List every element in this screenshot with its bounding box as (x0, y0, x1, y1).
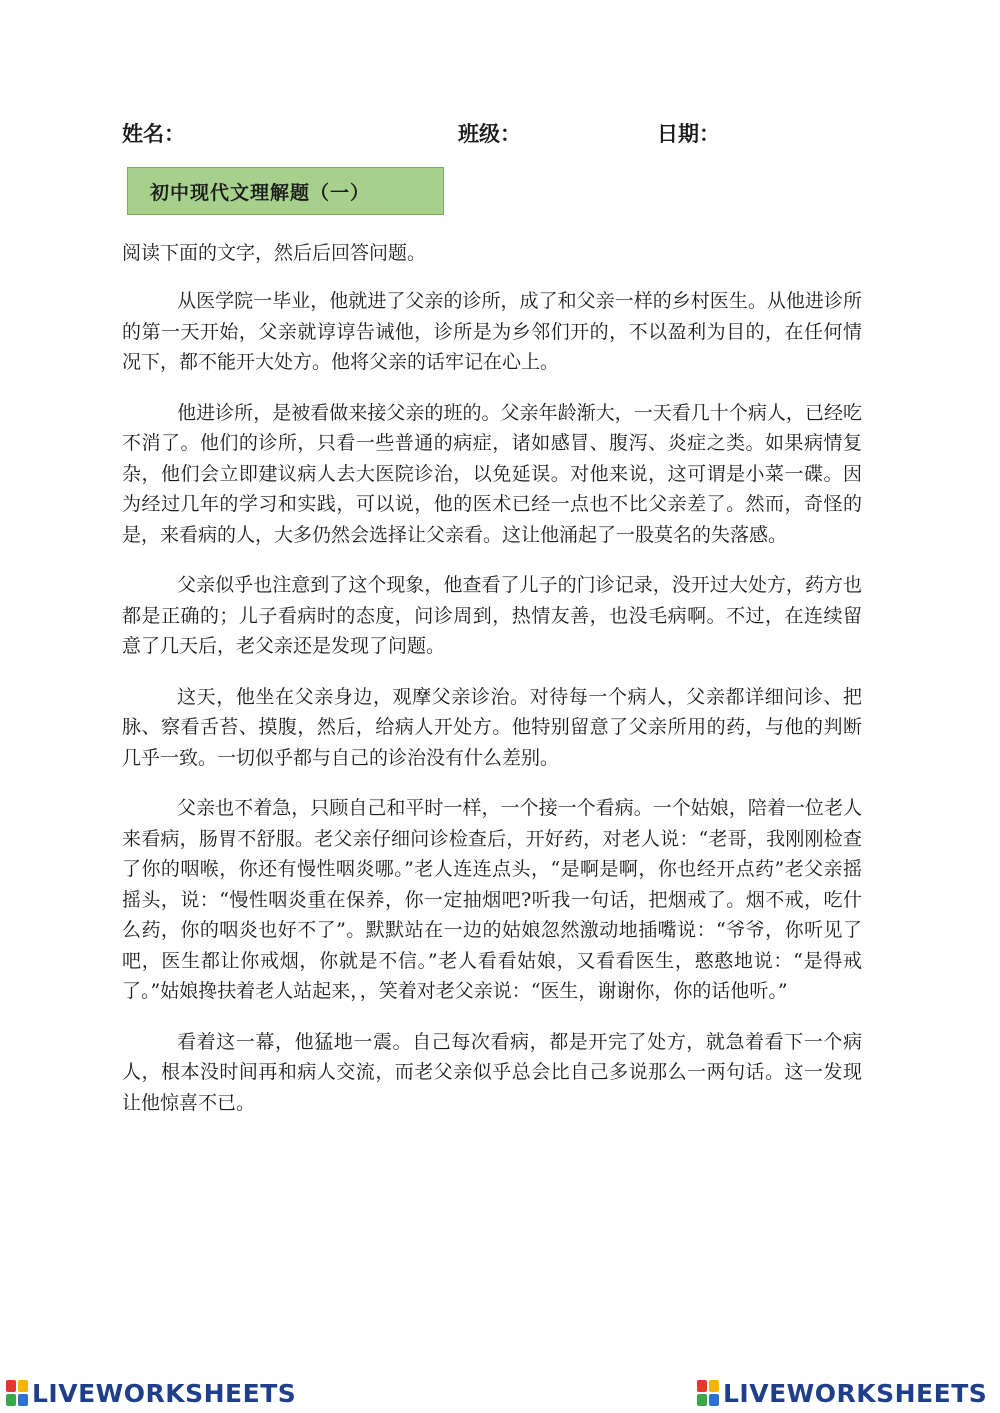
reading-passage (122, 286, 862, 1138)
name-label: 姓名： (122, 122, 185, 146)
passage-paragraph: 看着这一幕，他猛地一震。自己每次看病，都是开完了处方，就急着看下一个病人，根本没时间再和病人交流，而老父亲似乎总会比自己多说那么一两句话。这一发现让他惊喜不已。 (122, 1030, 862, 1114)
student-info-header (122, 118, 822, 158)
passage-paragraph: 从医学院一毕业，他就进了父亲的诊所，成了和父亲一样的乡村医生。从他进诊所的第一天开始，父亲就谆谆告诫他，诊所是为乡邻们开的，不以盈利为目的，在任何情况下，都不能开大处方。他将父亲的话牢记在心上。 (122, 290, 862, 373)
passage-paragraph: 他进诊所，是被看做来接父亲的班的。父亲年龄渐大，一天看几十个病人，已经吃不消了。他们的诊所，只看一些普通的病症，诸如感冒、腹泻、炎症之类。如果病情复杂，他们会立即建议病人去大医院诊治，以免延误。对他来说，这可谓是小菜一碟。因为经过几年的学习和实践，可以说，他的医术已经一点也不比父亲差了。然而，奇怪的是，来看病的人，大多仍然会选择让父亲看。这让他涌起了一股莫名的失落感。 (122, 401, 862, 546)
worksheet-title (127, 167, 444, 215)
liveworksheets-logo-icon (697, 1380, 719, 1406)
passage-paragraph: 这天，他坐在父亲身边，观摩父亲诊治。对待每一个病人，父亲都详细问诊、把脉、察看舌苔、摸腹，然后，给病人开处方。他特别留意了父亲所用的药，与他的判断几乎一致。一切似乎都与自己的诊治没有什么差别。 (122, 685, 862, 769)
class-label: 班级： (458, 122, 521, 146)
instruction-text: 阅读下面的文字，然后后回答问题。 (122, 242, 427, 264)
passage-paragraph: 父亲也不着急，只顾自己和平时一样，一个接一个看病。一个姑娘，陪着一位老人来看病，肠胃不舒服。老父亲仔细问诊检查后，开好药，对老人说：“老哥，我刚刚检查了你的咽喉，你还有慢性咽炎哪。”老人连连点头，“是啊是啊，你也经开点药”老父亲摇摇头，说：“慢性咽炎重在保养，你一定抽烟吧?听我一句话，把烟戒了。烟不戒，吃什么药，你的咽炎也好不了”。默默站在一边的姑娘忽然激动地插嘴说：“爷爷，你听见了吧，医生都让你戒烟，你就是不信。”老人看看姑娘，又看看医生，憨憨地说：“是得戒了。”姑娘搀扶着老人站起来，，笑着对老父亲说：“医生，谢谢你，你的话他听。” (122, 797, 862, 1002)
passage-paragraph: 父亲似乎也注意到了这个现象，他查看了儿子的门诊记录，没开过大处方，药方也都是正确的；儿子看病时的态度，问诊周到，热情友善，也没毛病啊。不过，在连续留意了几天后，老父亲还是发现了问题。 (122, 574, 862, 657)
liveworksheets-logo-right (697, 1378, 987, 1408)
liveworksheets-logo-icon (6, 1380, 28, 1406)
brand-text: LIVEWORKSHEETS (723, 1378, 988, 1408)
date-label: 日期： (657, 122, 720, 146)
liveworksheets-logo-left (6, 1378, 296, 1408)
brand-text: LIVEWORKSHEETS (32, 1378, 297, 1408)
worksheet-title-text: 初中现代文理解题（一） (150, 181, 371, 204)
